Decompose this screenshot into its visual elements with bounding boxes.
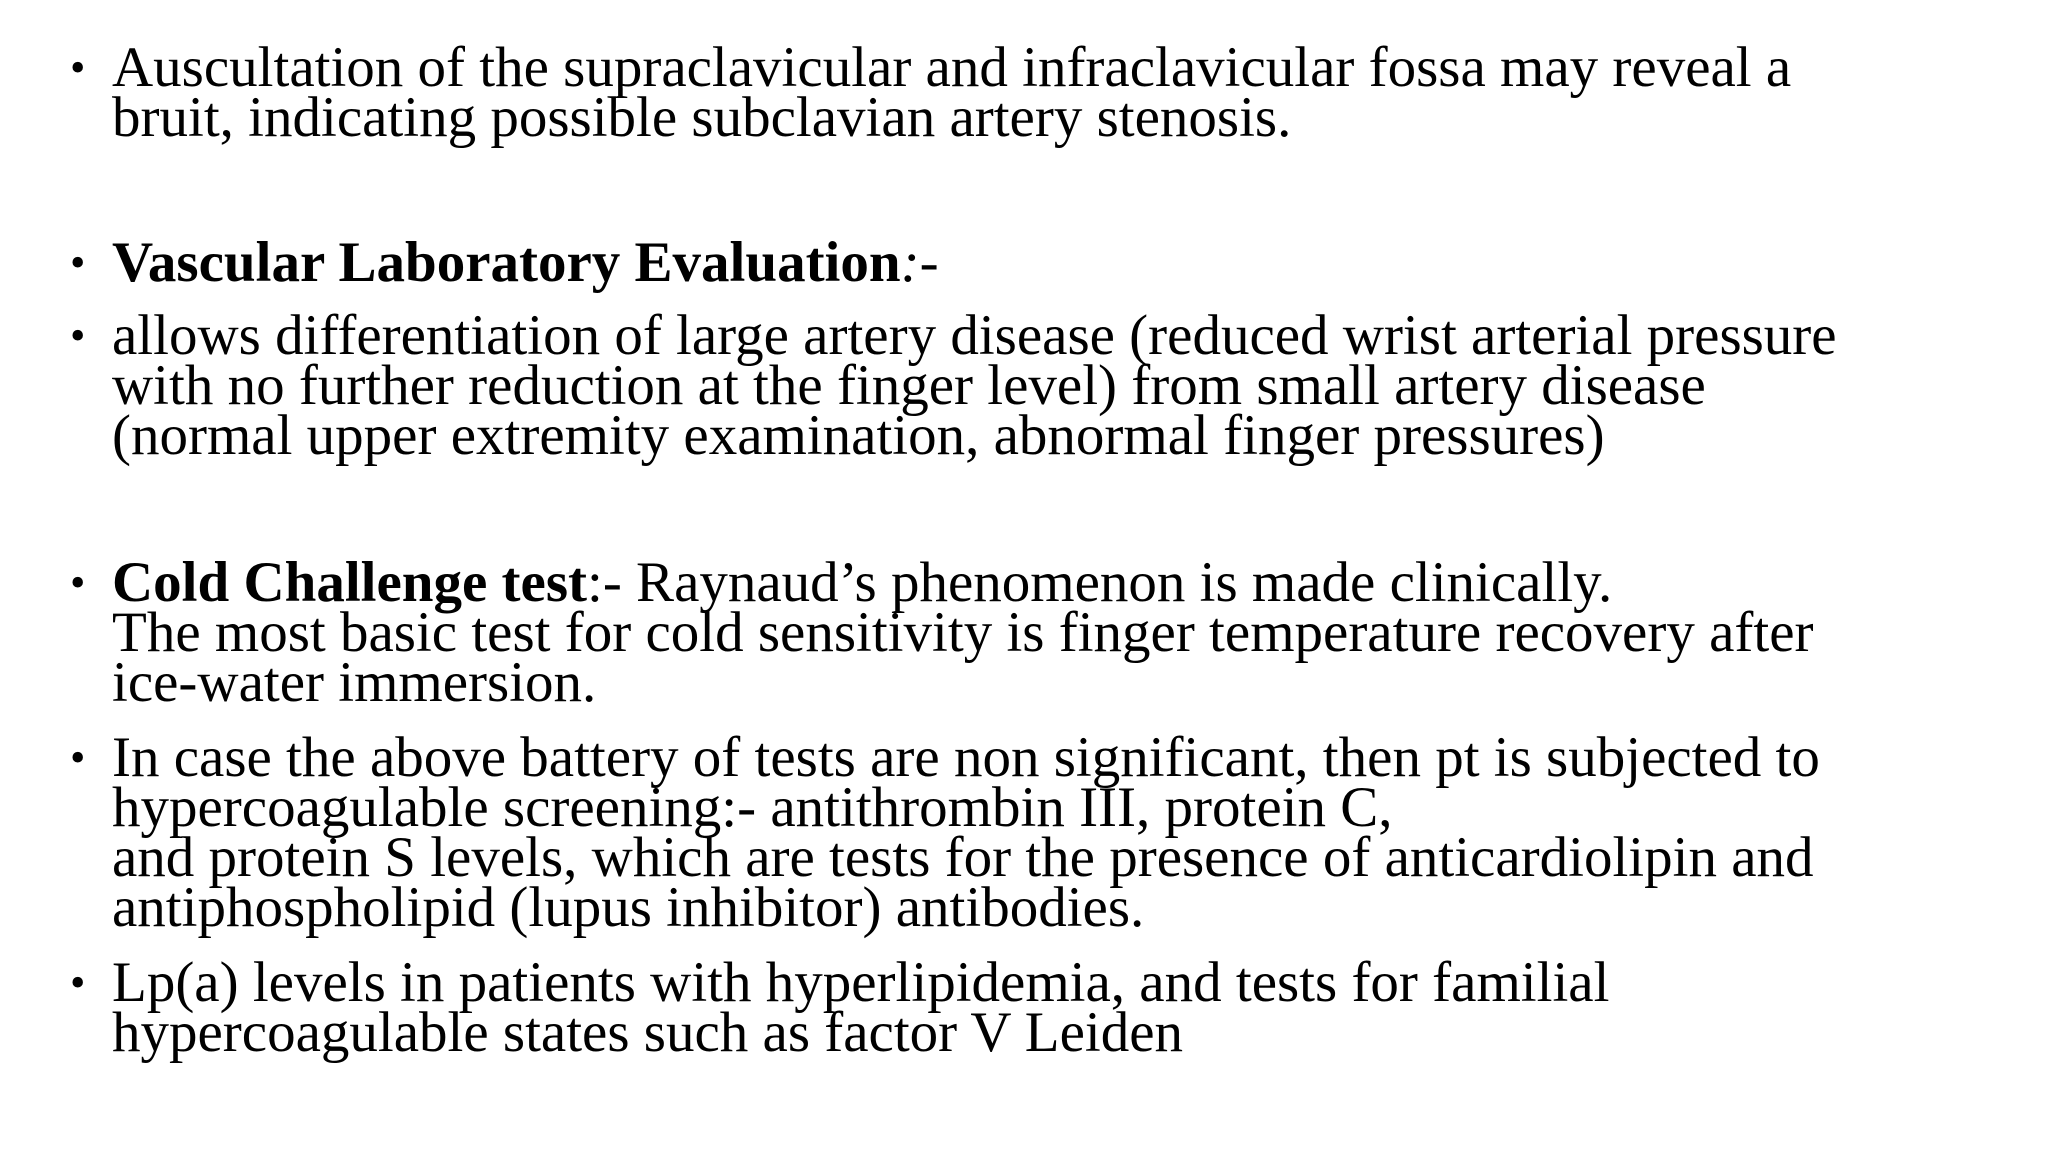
bullet-item-lpa-levels <box>70 951 1990 1064</box>
bullet-text: allows differentiation of large artery disease (reduced wrist arterial pressure with no further reduction at the finger level) from small artery disease (normal upper extremity examination, abnormal finger pressures) <box>112 304 1837 467</box>
bullet-body: :- Raynaud’s phenomenon is made clinically. The most basic test for cold sensitivity is finger temperature recovery after ice-water immersion. <box>112 551 1814 714</box>
section-heading: Vascular Laboratory Evaluation <box>112 231 901 294</box>
section-heading: Cold Challenge test <box>112 551 587 614</box>
bullet-text: Auscultation of the supraclavicular and infraclavicular fossa may reveal a bruit, indicating possible subclavian artery stenosis. <box>112 36 1792 149</box>
bullet-text: Lp(a) levels in patients with hyperlipidemia, and tests for familial hypercoagulable states such as factor V Leiden <box>112 951 1610 1064</box>
bullet-item-differentiation <box>70 304 1990 467</box>
heading-colon: : <box>900 231 920 294</box>
bullet-icon: • <box>70 238 86 287</box>
bullet-icon: • <box>70 558 86 607</box>
bullet-icon: • <box>70 311 86 360</box>
bullet-text: In case the above battery of tests are non significant, then pt is subjected to hypercoagulable screening:- antithrombin III, protein C, and protein S levels, which are tests for the presence of anticardiolipin and antiphospholipid (lupus inhibitor) antibodies. <box>112 726 1820 939</box>
bullet-text <box>112 551 1990 714</box>
bullet-text <box>112 231 1990 294</box>
heading-dash: - <box>919 231 939 294</box>
bullet-item-hypercoagulable-screening <box>70 726 1990 939</box>
bullet-item-auscultation <box>70 36 1990 149</box>
bullet-item-cold-challenge <box>70 551 1990 714</box>
bullet-icon: • <box>70 958 86 1007</box>
bullet-icon: • <box>70 43 86 92</box>
bullet-icon: • <box>70 733 86 782</box>
bullet-item-vascular-lab-heading <box>70 231 1990 294</box>
